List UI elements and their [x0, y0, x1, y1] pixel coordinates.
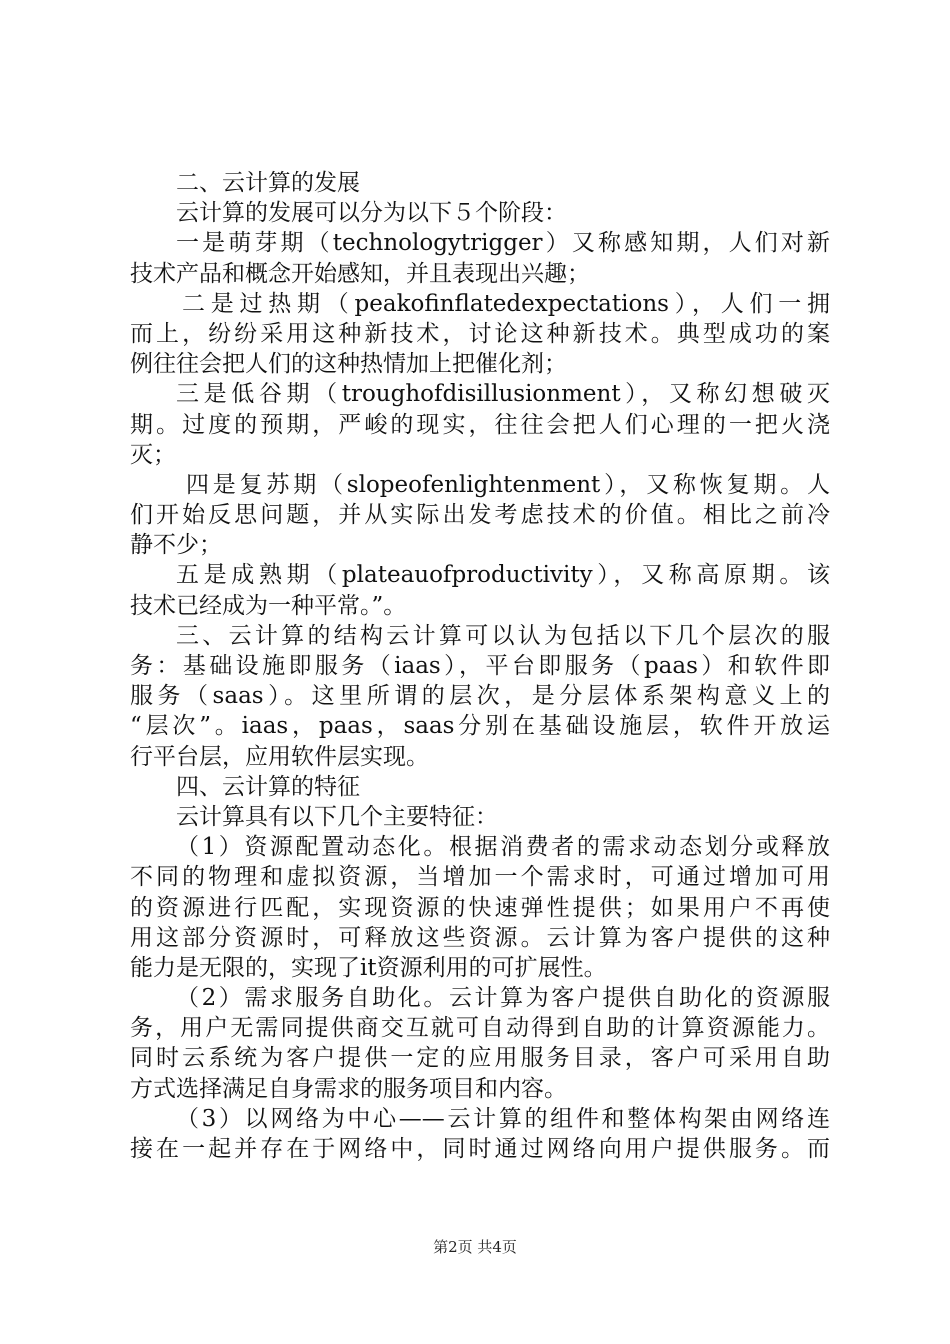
text-line: 同时云系统为客户提供一定的应用服务目录，客户可采用自助 — [130, 1045, 830, 1072]
text-line: 而上，纷纷采用这种新技术，讨论这种新技术。典型成功的案 — [130, 320, 830, 347]
text-line: （2）需求服务自助化。云计算为客户提供自助化的资源服 — [176, 985, 830, 1012]
text-line: 服务（saas）。这里所谓的层次，是分层体系架构意义上的 — [130, 683, 830, 710]
text-line: 五是成熟期（plateauofproductivity），又称高原期。该 — [176, 562, 830, 589]
page-footer: 第2页 共4页 — [433, 1238, 517, 1256]
text-line: 灭； — [130, 441, 176, 468]
text-line: 行平台层，应用软件层实现。 — [130, 743, 429, 770]
text-line: 接在一起并存在于网络中，同时通过网络向用户提供服务。而 — [130, 1136, 830, 1162]
text-line: （1）资源配置动态化。根据消费者的需求动态划分或释放 — [176, 834, 830, 861]
text-line: 不同的物理和虚拟资源，当增加一个需求时，可通过增加可用 — [130, 864, 830, 891]
text-line: 的资源进行匹配，实现资源的快速弹性提供；如果用户不再使 — [130, 894, 830, 921]
text-line: 用这部分资源时，可释放这些资源。云计算为客户提供的这种 — [130, 924, 830, 951]
text-line: 四是复苏期（slopeofenlightenment），又称恢复期。人 — [186, 471, 830, 498]
text-line: 三是低谷期（troughofdisillusionment），又称幻想破灭 — [176, 381, 830, 408]
text-line: “层次”。iaas，paas，saas分别在基础设施层，软件开放运 — [130, 713, 830, 740]
text-line: 务，用户无需同提供商交互就可自动得到自助的计算资源能力。 — [130, 1015, 830, 1042]
text-line: 务：基础设施即服务（iaas），平台即服务（paas）和软件即 — [130, 653, 830, 679]
text-line: 云计算的发展可以分为以下５个阶段： — [176, 200, 567, 227]
text-line: 技术已经成为一种平常。”。 — [130, 592, 407, 619]
text-line: 四、云计算的特征 — [176, 773, 360, 800]
text-line: 三、云计算的结构云计算可以认为包括以下几个层次的服 — [176, 622, 830, 649]
text-line: （3）以网络为中心——云计算的组件和整体构架由网络连 — [176, 1105, 830, 1132]
text-line: 云计算具有以下几个主要特征： — [176, 803, 498, 830]
text-line: 二是过热期（peakofinflatedexpectations），人们一拥 — [182, 290, 830, 317]
text-line: 能力是无限的，实现了it资源利用的可扩展性。 — [130, 954, 607, 981]
text-line: 一是萌芽期（technologytrigger）又称感知期，人们对新 — [176, 230, 830, 257]
text-line: 方式选择满足自身需求的服务项目和内容。 — [130, 1075, 567, 1102]
text-line: 例往往会把人们的这种热情加上把催化剂； — [130, 351, 567, 378]
text-line: 们开始反思问题，并从实际出发考虑技术的价值。相比之前冷 — [130, 502, 830, 529]
document-body — [130, 168, 830, 1164]
text-line: 二、云计算的发展 — [176, 170, 360, 196]
text-line: 静不少； — [130, 532, 222, 559]
text-line: 期。过度的预期，严峻的现实，往往会把人们心理的一把火浇 — [130, 411, 830, 438]
text-line: 技术产品和概念开始感知，并且表现出兴趣； — [130, 260, 590, 287]
